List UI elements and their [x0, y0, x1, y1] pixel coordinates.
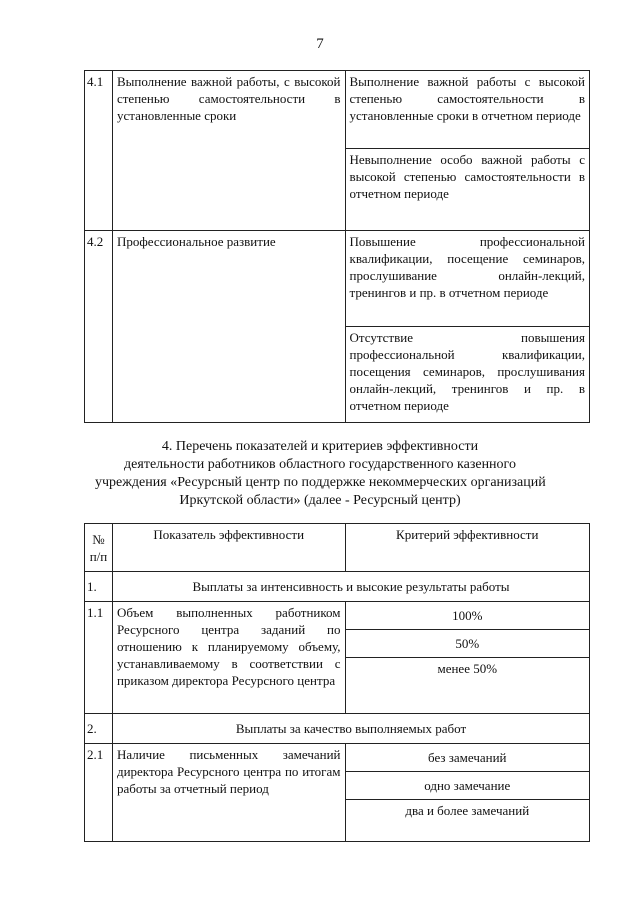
- row-number: 4.2: [85, 231, 113, 423]
- criterion-cell: без замечаний: [345, 744, 589, 772]
- criterion-cell: Выполнение важной работы с высокой степенью самостоятельности в установленные сроки в отчетном периоде: [345, 71, 590, 149]
- indicator-cell: Объем выполненных работником Ресурсного центра заданий по отношению к планируемому объему, устанавливаемому в соответствии с приказом директора Ресурсного центра: [112, 602, 345, 714]
- row-number: 2.1: [85, 744, 113, 842]
- table-row: [85, 71, 590, 149]
- criterion-cell: одно замечание: [345, 772, 589, 800]
- efficiency-table: [84, 523, 590, 842]
- criterion-cell: Повышение профессиональной квалификации, посещение семинаров, прослушивание онлайн-лекций, тренингов и пр. в отчетном периоде: [345, 231, 590, 327]
- group-number: 1.: [85, 572, 113, 602]
- table-row: [85, 602, 590, 630]
- criterion-cell: Отсутствие повышения профессиональной квалификации, посещения семинаров, прослушивания онлайн-лекций, тренингов и пр. в отчетном периоде: [345, 327, 590, 423]
- criterion-cell: менее 50%: [345, 658, 589, 714]
- group-title: Выплаты за качество выполняемых работ: [112, 714, 589, 744]
- criterion-cell: 50%: [345, 630, 589, 658]
- header-criteria: Критерий эффективности: [345, 524, 589, 572]
- criteria-table-continued: [84, 70, 590, 423]
- table-header-row: [85, 524, 590, 572]
- indicator-cell: Наличие письменных замечаний директора Ресурсного центра по итогам работы за отчетный период: [112, 744, 345, 842]
- group-title: Выплаты за интенсивность и высокие результаты работы: [112, 572, 589, 602]
- criterion-cell: Невыполнение особо важной работы с высокой степенью самостоятельности в отчетном периоде: [345, 149, 590, 231]
- row-number: 4.1: [85, 71, 113, 231]
- criterion-cell: 100%: [345, 602, 589, 630]
- group-number: 2.: [85, 714, 113, 744]
- page-number: 7: [316, 36, 324, 52]
- heading-line: 4. Перечень показателей и критериев эффективности: [161, 439, 479, 454]
- criterion-cell: два и более замечаний: [345, 800, 589, 842]
- group-row: [85, 714, 590, 744]
- indicator-cell: Профессиональное развитие: [112, 231, 345, 423]
- group-row: [85, 572, 590, 602]
- header-num: № п/п: [85, 524, 113, 572]
- heading-line: деятельности работников областного государственного казенного: [124, 457, 516, 472]
- row-number: 1.1: [85, 602, 113, 714]
- section-heading: [95, 438, 545, 510]
- header-indicator: Показатель эффективности: [112, 524, 345, 572]
- indicator-cell: Выполнение важной работы, с высокой степенью самостоятельности в установленные сроки: [112, 71, 345, 231]
- heading-line: учреждения «Ресурсный центр по поддержке некоммерческих организаций: [95, 475, 546, 490]
- heading-line: Иркутской области» (далее - Ресурсный центр): [179, 493, 461, 508]
- table-row: [85, 744, 590, 772]
- table-row: [85, 231, 590, 327]
